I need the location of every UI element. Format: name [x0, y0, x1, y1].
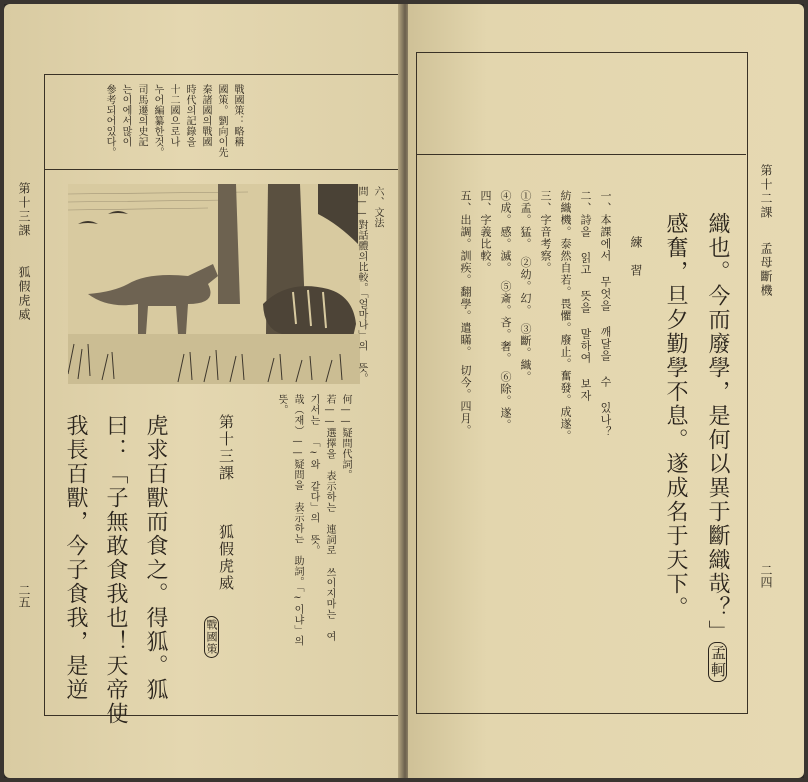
exercise-item: 四、字義比較。: [479, 190, 492, 274]
grammar-note-line: 哉（재）——疑問을 表示하는 助詞。「~이냐」의: [292, 394, 303, 646]
body-text-line: 曰：「子無敢食我也！天帝使: [103, 414, 128, 726]
open-book: [4, 4, 804, 778]
woodcut-illustration-icon: [68, 184, 360, 384]
running-header-lesson: 第十二課: [759, 164, 773, 220]
exercise-item: 一、本課에서 무엇을 깨달을 수 있나？: [599, 190, 612, 438]
grammar-note-line: 問——對話體의比較。「얼마나」의 뜻。: [356, 186, 367, 384]
body-text-line: 虎求百獸而食之。得狐。狐: [143, 414, 168, 702]
exercise-title: 練 習: [629, 236, 643, 278]
grammar-note-line: 六、文法: [372, 186, 383, 228]
footnote-line: 司馬遷의史記: [136, 84, 147, 147]
grammar-note-line: 뜻。: [276, 394, 287, 415]
footnote-line: 參考되어있다。: [104, 84, 115, 158]
grammar-note-line: 何——疑問代詞。: [340, 394, 351, 480]
exercise-item: 紡織機。泰然自若。畏懼。廢止。奮發。成遂。: [559, 190, 572, 442]
body-text-line: 感奮，旦夕勤學不息。遂成名于天下。: [663, 212, 688, 620]
lesson-title: 狐假虎威: [217, 524, 235, 592]
footnote-line: 戰國策：略稱: [232, 84, 243, 147]
running-header-title: 狐假虎威: [17, 266, 31, 322]
lesson-source: 戰國策: [204, 616, 219, 658]
grammar-note-line: 기서는 「~와 같다」의 뜻。: [308, 394, 319, 556]
fox-tiger-illustration: [68, 184, 360, 384]
exercise-item: 五、出調。訓疾。翻學。遣瞞。 切今。四月。: [459, 190, 472, 437]
footnote-line: 秦諸國의戰國: [200, 84, 211, 147]
exercise-item: ①孟。猛。 ②幼。幻。 ③斷。織。: [519, 190, 532, 383]
footnote-line: 十二國으로나: [168, 84, 179, 147]
left-page: [4, 4, 402, 778]
running-header-lesson: 第十三課: [17, 182, 31, 238]
lesson-number: 第十三課: [217, 414, 235, 482]
header-divider: [416, 154, 746, 155]
footnote-line: 國策。劉向이先: [216, 84, 227, 158]
footnote-line: 누어編纂한것。: [152, 84, 163, 158]
footnote-line: 는이에서많이: [120, 84, 131, 147]
exercise-item: 二、詩을 읽고 뜻을 말하여 보자: [579, 190, 592, 402]
page-number: 二五: [17, 584, 31, 608]
footnote-line: 時代의記錄을: [184, 84, 195, 147]
body-text-line: 我長百獸，今子食我，是逆: [63, 414, 88, 702]
page-number: 二四: [759, 564, 773, 588]
author-name: 孟軻: [708, 642, 727, 682]
exercise-item: 三、字音考察。: [539, 190, 552, 274]
exercise-item: ④成。感。滅。 ⑤斎。吝。奢。 ⑥除。遂。: [499, 190, 512, 431]
grammar-note-line: 若——選擇을 表示하는 連詞로 쓰이지마는 여: [324, 394, 335, 642]
right-page: [408, 4, 804, 778]
footnote-divider: [44, 169, 400, 170]
body-text-line: 織也。今而廢學，是何以異于斷織哉？」: [705, 212, 730, 644]
running-header-title: 孟母斷機: [759, 242, 773, 298]
